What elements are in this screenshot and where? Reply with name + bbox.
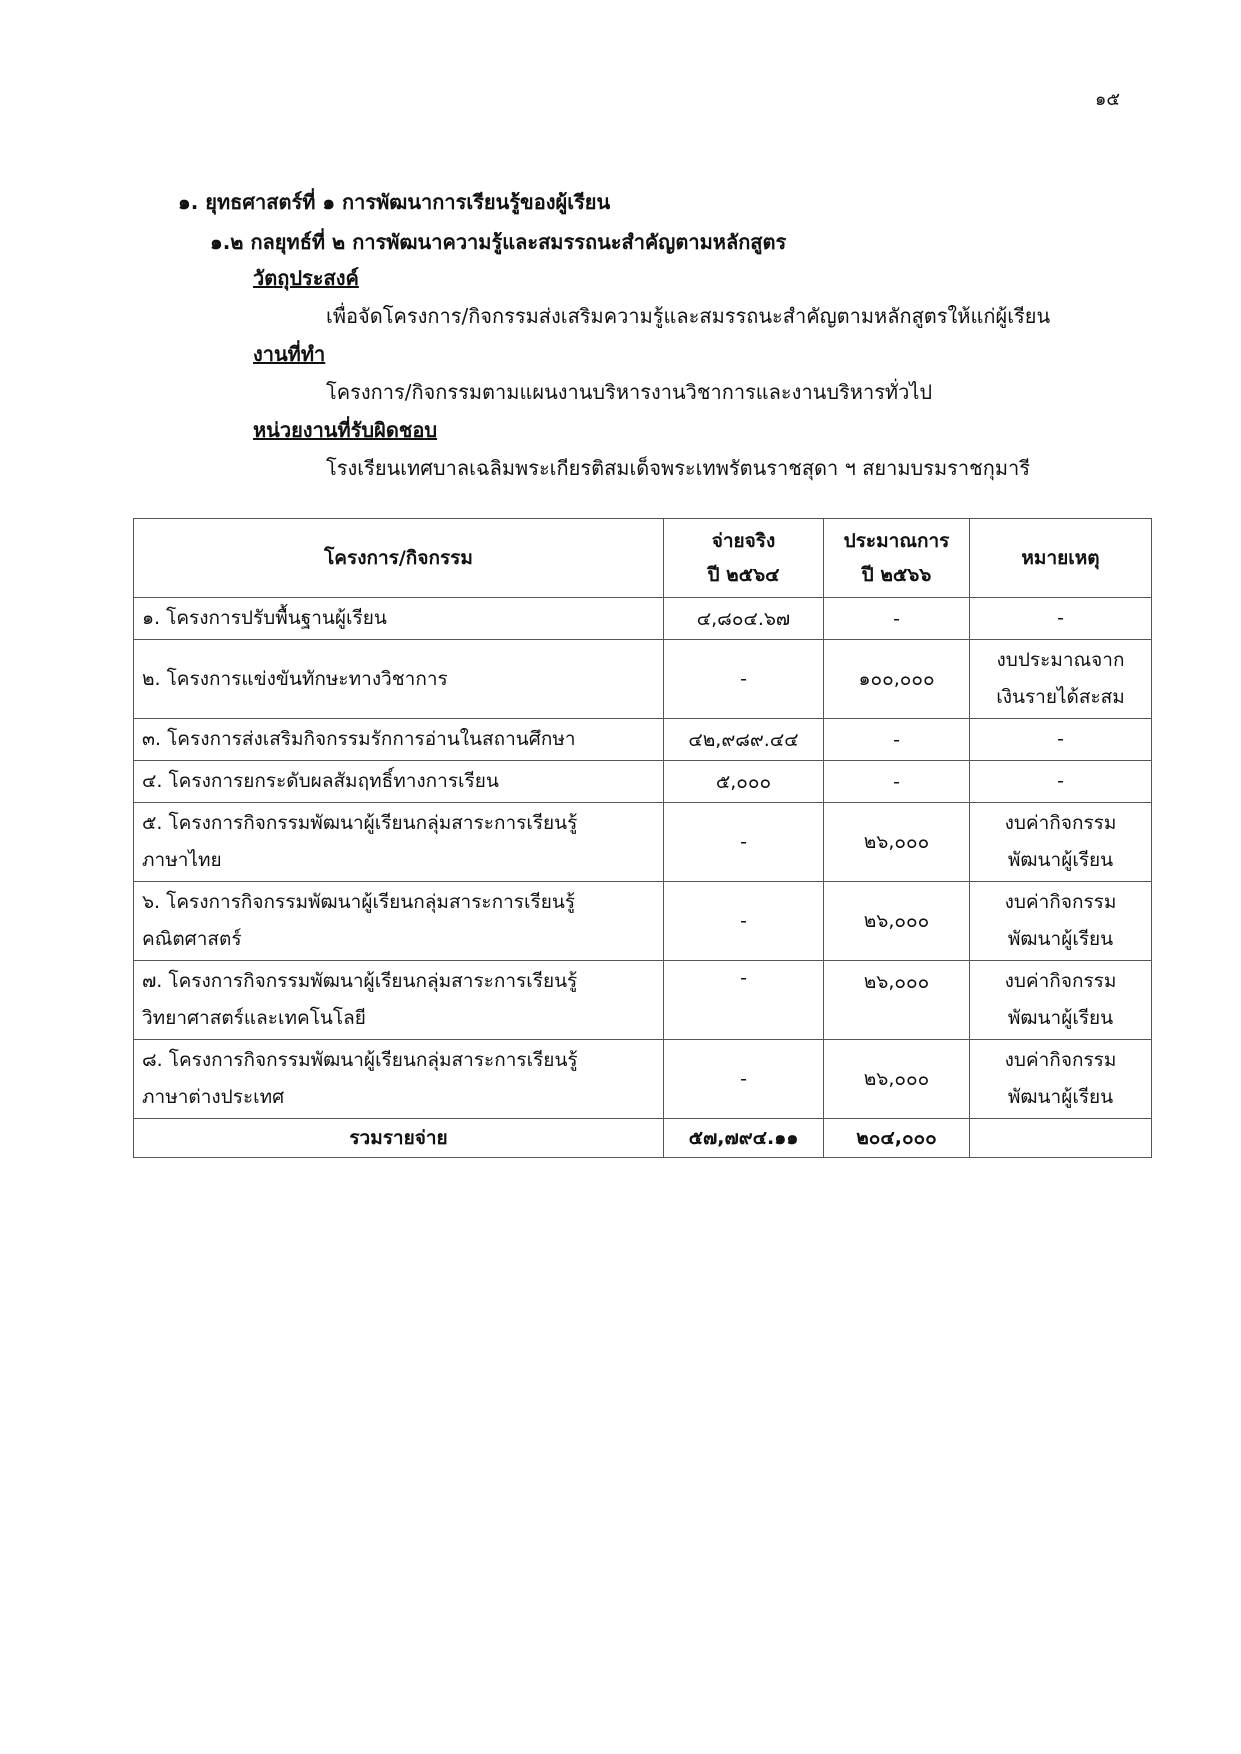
- total-row: [134, 1119, 1152, 1158]
- estimate-amount: ๒๖,๐๐๐: [824, 961, 970, 1040]
- actual-amount: -: [664, 882, 824, 961]
- project-name: ๗. โครงการกิจกรรมพัฒนาผู้เรียนกลุ่มสาระการเรียนรู้ วิทยาศาสตร์และเทคโนโลยี: [134, 961, 664, 1040]
- header-estimate: ประมาณการ ปี ๒๕๖๖: [824, 519, 970, 598]
- note: งบค่ากิจกรรม พัฒนาผู้เรียน: [970, 1040, 1152, 1119]
- note: -: [970, 598, 1152, 640]
- project-name: ๖. โครงการกิจกรรมพัฒนาผู้เรียนกลุ่มสาระการเรียนรู้ คณิตศาสตร์: [134, 882, 664, 961]
- table-row: [134, 1040, 1152, 1119]
- header-note: หมายเหตุ: [970, 519, 1152, 598]
- estimate-amount: ๑๐๐,๐๐๐: [824, 640, 970, 719]
- note: งบค่ากิจกรรม พัฒนาผู้เรียน: [970, 961, 1152, 1040]
- project-name: ๑. โครงการปรับพื้นฐานผู้เรียน: [134, 598, 664, 640]
- total-estimate: ๒๐๔,๐๐๐: [824, 1119, 970, 1158]
- estimate-amount: ๒๖,๐๐๐: [824, 1040, 970, 1119]
- responsible-unit-label: หน่วยงานที่รับผิดชอบ: [253, 418, 438, 442]
- header-project: โครงการ/กิจกรรม: [134, 519, 664, 598]
- estimate-amount: ๒๖,๐๐๐: [824, 803, 970, 882]
- note: -: [970, 761, 1152, 803]
- page-number: ๑๕: [1094, 89, 1120, 110]
- table-row: [134, 598, 1152, 640]
- actual-amount: -: [664, 640, 824, 719]
- project-name: ๓. โครงการส่งเสริมกิจกรรมรักการอ่านในสถานศึกษา: [134, 719, 664, 761]
- table-row: [134, 719, 1152, 761]
- actual-amount: ๔,๘๐๔.๖๗: [664, 598, 824, 640]
- project-name: ๔. โครงการยกระดับผลสัมฤทธิ์ทางการเรียน: [134, 761, 664, 803]
- estimate-amount: -: [824, 761, 970, 803]
- note: งบประมาณจาก เงินรายได้สะสม: [970, 640, 1152, 719]
- note: งบค่ากิจกรรม พัฒนาผู้เรียน: [970, 882, 1152, 961]
- tactic-heading: ๑.๒ กลยุทธ์ที่ ๒ การพัฒนาความรู้และสมรรถนะสำคัญตามหลักสูตร: [210, 230, 787, 254]
- actual-amount: -: [664, 961, 824, 1040]
- total-label: รวมรายจ่าย: [134, 1119, 664, 1158]
- estimate-amount: -: [824, 719, 970, 761]
- note: -: [970, 719, 1152, 761]
- total-actual: ๕๗,๗๙๔.๑๑: [664, 1119, 824, 1158]
- actual-amount: ๔๒,๙๘๙.๔๔: [664, 719, 824, 761]
- table-row: [134, 961, 1152, 1040]
- objective-text: เพื่อจัดโครงการ/กิจกรรมส่งเสริมความรู้และสมรรถนะสำคัญตามหลักสูตรให้แก่ผู้เรียน: [326, 304, 1051, 328]
- table-row: [134, 640, 1152, 719]
- estimate-amount: -: [824, 598, 970, 640]
- table-row: [134, 761, 1152, 803]
- table-header-row: [134, 519, 1152, 598]
- header-actual: จ่ายจริง ปี ๒๕๖๔: [664, 519, 824, 598]
- estimate-amount: ๒๖,๐๐๐: [824, 882, 970, 961]
- objective-label: วัตถุประสงค์: [253, 266, 359, 290]
- task-label: งานที่ทำ: [253, 342, 326, 366]
- project-name: ๘. โครงการกิจกรรมพัฒนาผู้เรียนกลุ่มสาระการเรียนรู้ ภาษาต่างประเทศ: [134, 1040, 664, 1119]
- actual-amount: -: [664, 803, 824, 882]
- note: งบค่ากิจกรรม พัฒนาผู้เรียน: [970, 803, 1152, 882]
- responsible-unit-text: โรงเรียนเทศบาลเฉลิมพระเกียรติสมเด็จพระเทพรัตนราชสุดา ฯ สยามบรมราชกุมารี: [326, 456, 1030, 480]
- budget-table: [133, 518, 1152, 1158]
- project-name: ๕. โครงการกิจกรรมพัฒนาผู้เรียนกลุ่มสาระการเรียนรู้ ภาษาไทย: [134, 803, 664, 882]
- table-row: [134, 803, 1152, 882]
- total-note: [970, 1119, 1152, 1158]
- strategy-heading: ๑. ยุทธศาสตร์ที่ ๑ การพัฒนาการเรียนรู้ของผู้เรียน: [178, 190, 611, 214]
- table-row: [134, 882, 1152, 961]
- actual-amount: ๕,๐๐๐: [664, 761, 824, 803]
- project-name: ๒. โครงการแข่งขันทักษะทางวิชาการ: [134, 640, 664, 719]
- actual-amount: -: [664, 1040, 824, 1119]
- task-text: โครงการ/กิจกรรมตามแผนงานบริหารงานวิชาการและงานบริหารทั่วไป: [326, 380, 933, 404]
